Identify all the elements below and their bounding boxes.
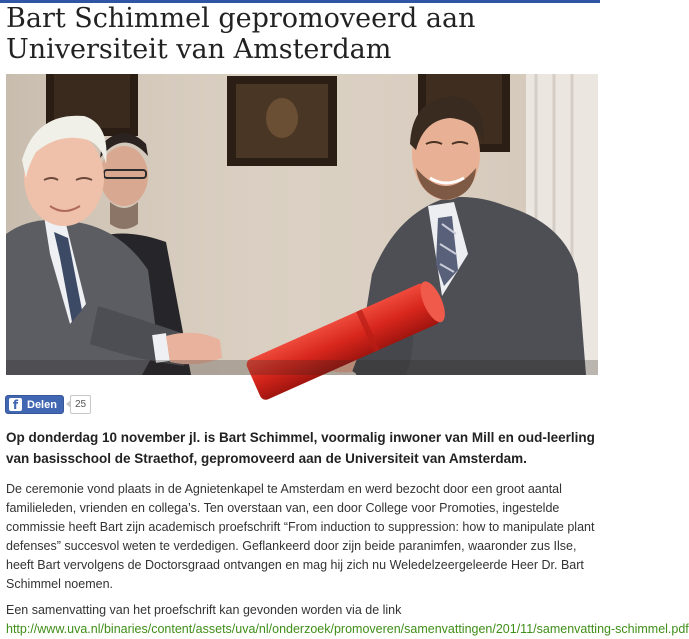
- share-button-label: Delen: [27, 398, 57, 411]
- share-count: 25: [70, 395, 91, 414]
- summary-intro: Een samenvatting van het proefschrift kan gevonden worden via de link: [6, 603, 402, 617]
- photo-handshake: [166, 333, 222, 364]
- ceremony-photo-illustration: [6, 74, 598, 375]
- article-body: De ceremonie vond plaats in de Agnietenkapel te Amsterdam en werd bezocht door een groot aantal familieleden, vrienden en collega’s. Ten overstaan van, een door College voor Promoties, ingestelde commissie heeft Bart zijn academisch proefschrift “From induction to suppression: how to manipulate plant defenses” succesvol weten te verdedigen. Geflankeerd door zijn beide paranimfen, waaronder zus Ilse, heeft Bart vervolgens de Doctorsgraad ontvangen en mag hij zich nu Weledelzeergeleerde Heer Dr. Bart Schimmel noemen.: [6, 482, 595, 591]
- share-bar: [5, 395, 91, 414]
- summary-link[interactable]: http://www.uva.nl/binaries/content/assets/uva/nl/onderzoek/promoveren/samenvattingen/201/11/samenvatting-schimmel.pdf: [6, 622, 689, 636]
- article-title: Bart Schimmel gepromoveerd aan Universiteit van Amsterdam: [6, 3, 476, 65]
- article-photo: [6, 74, 598, 375]
- article-lead: Op donderdag 10 november jl. is Bart Schimmel, voormalig inwoner van Mill en oud-leerling van basisschool de Straethof, gepromoveerd aan de Universiteit van Amsterdam.: [6, 430, 595, 466]
- facebook-icon: f: [9, 398, 22, 411]
- summary-paragraph: [6, 601, 689, 639]
- facebook-share-button[interactable]: [5, 395, 64, 414]
